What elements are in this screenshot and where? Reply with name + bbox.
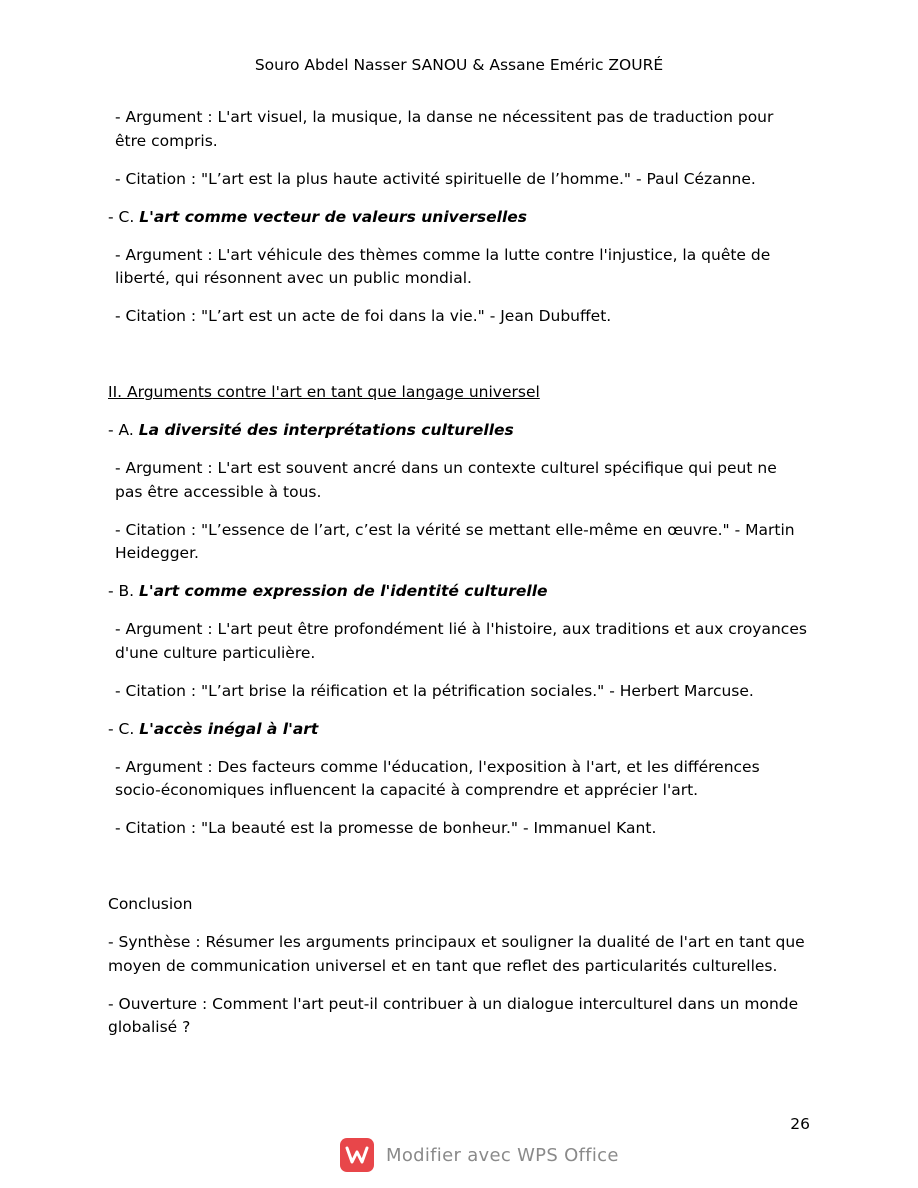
argument-text: Des facteurs comme l'éducation, l'exposition à l'art, et les différences socio-économiques influencent la capacité à comprendre et apprécier l'art. — [115, 757, 760, 799]
wps-logo-icon — [340, 1138, 374, 1172]
subsection-prefix: - C. — [108, 207, 140, 226]
citation-paragraph — [108, 680, 808, 704]
citation-paragraph — [108, 168, 808, 192]
subsection-title: L'accès inégal à l'art — [139, 719, 319, 738]
argument-text: L'art est souvent ancré dans un contexte culturel spécifique qui peut ne pas être accessible à tous. — [115, 459, 777, 501]
subsection-title: L'art comme expression de l'identité culturelle — [139, 582, 548, 600]
argument-paragraph — [108, 618, 808, 665]
conclusion-synthese: - Synthèse : Résumer les arguments principaux et souligner la dualité de l'art en tant que moyen de communication universel et en tant que reflet des particularités culturelles. — [108, 933, 805, 975]
argument-label: - Argument : — [115, 620, 218, 638]
argument-text: L'art visuel, la musique, la danse ne nécessitent pas de traduction pour être compris. — [115, 108, 774, 150]
conclusion-heading: Conclusion — [108, 895, 193, 913]
citation-paragraph — [108, 817, 808, 841]
argument-label: - Argument : — [115, 757, 218, 776]
subsection-prefix: - B. — [108, 582, 140, 600]
citation-label: - Citation : — [115, 819, 201, 837]
subsection-prefix: - A. — [108, 421, 139, 439]
subsection-prefix: - C. — [108, 719, 140, 738]
citation-paragraph — [108, 305, 808, 329]
section-heading — [108, 381, 808, 405]
citation-label: - Citation : — [115, 169, 201, 188]
subsection-heading — [108, 206, 808, 230]
argument-paragraph — [108, 457, 808, 504]
section-gap — [108, 343, 808, 381]
argument-label: - Argument : — [115, 245, 218, 264]
section-title: II. Arguments contre l'art en tant que langage universel — [108, 383, 540, 401]
argument-paragraph — [108, 244, 808, 291]
conclusion-ouverture: - Ouverture : Comment l'art peut-il contribuer à un dialogue interculturel dans un monde globalisé ? — [108, 994, 799, 1036]
wps-edit-banner[interactable] — [340, 1138, 619, 1172]
subsection-heading — [108, 419, 808, 443]
citation-text: "L’art brise la réification et la pétrification sociales." - Herbert Marcuse. — [201, 681, 754, 700]
page-content — [108, 106, 808, 1054]
citation-label: - Citation : — [115, 520, 201, 539]
page-header-authors: Souro Abdel Nasser SANOU & Assane Eméric ZOURÉ — [254, 56, 664, 74]
argument-label: - Argument : — [115, 459, 218, 477]
citation-text: "La beauté est la promesse de bonheur." - Immanuel Kant. — [201, 819, 657, 837]
citation-label: - Citation : — [115, 681, 201, 700]
subsection-heading — [108, 580, 808, 604]
citation-text: "L’art est la plus haute activité spirituelle de l’homme." - Paul Cézanne. — [201, 169, 756, 188]
argument-paragraph — [108, 756, 808, 803]
wps-banner-label: Modifier avec WPS Office — [386, 1144, 619, 1166]
citation-text: "L’essence de l’art, c’est la vérité se mettant elle-même en œuvre." - Martin Heidegger. — [115, 520, 795, 562]
citation-paragraph — [108, 519, 808, 566]
argument-text: L'art peut être profondément lié à l'histoire, aux traditions et aux croyances d'une culture particulière. — [115, 620, 807, 662]
wps-w-glyph — [345, 1145, 369, 1165]
subsection-heading — [108, 718, 808, 742]
argument-label: - Argument : — [115, 108, 218, 126]
section-gap — [108, 855, 808, 893]
subsection-title: L'art comme vecteur de valeurs universelles — [139, 207, 528, 226]
citation-label: - Citation : — [115, 307, 201, 325]
subsection-title: La diversité des interprétations culturelles — [138, 421, 514, 439]
citation-text: "L’art est un acte de foi dans la vie." - Jean Dubuffet. — [201, 307, 612, 325]
argument-text: L'art véhicule des thèmes comme la lutte contre l'injustice, la quête de liberté, qui résonnent avec un public mondial. — [115, 245, 771, 287]
argument-paragraph — [108, 106, 808, 153]
page-number: 26 — [790, 1115, 810, 1133]
